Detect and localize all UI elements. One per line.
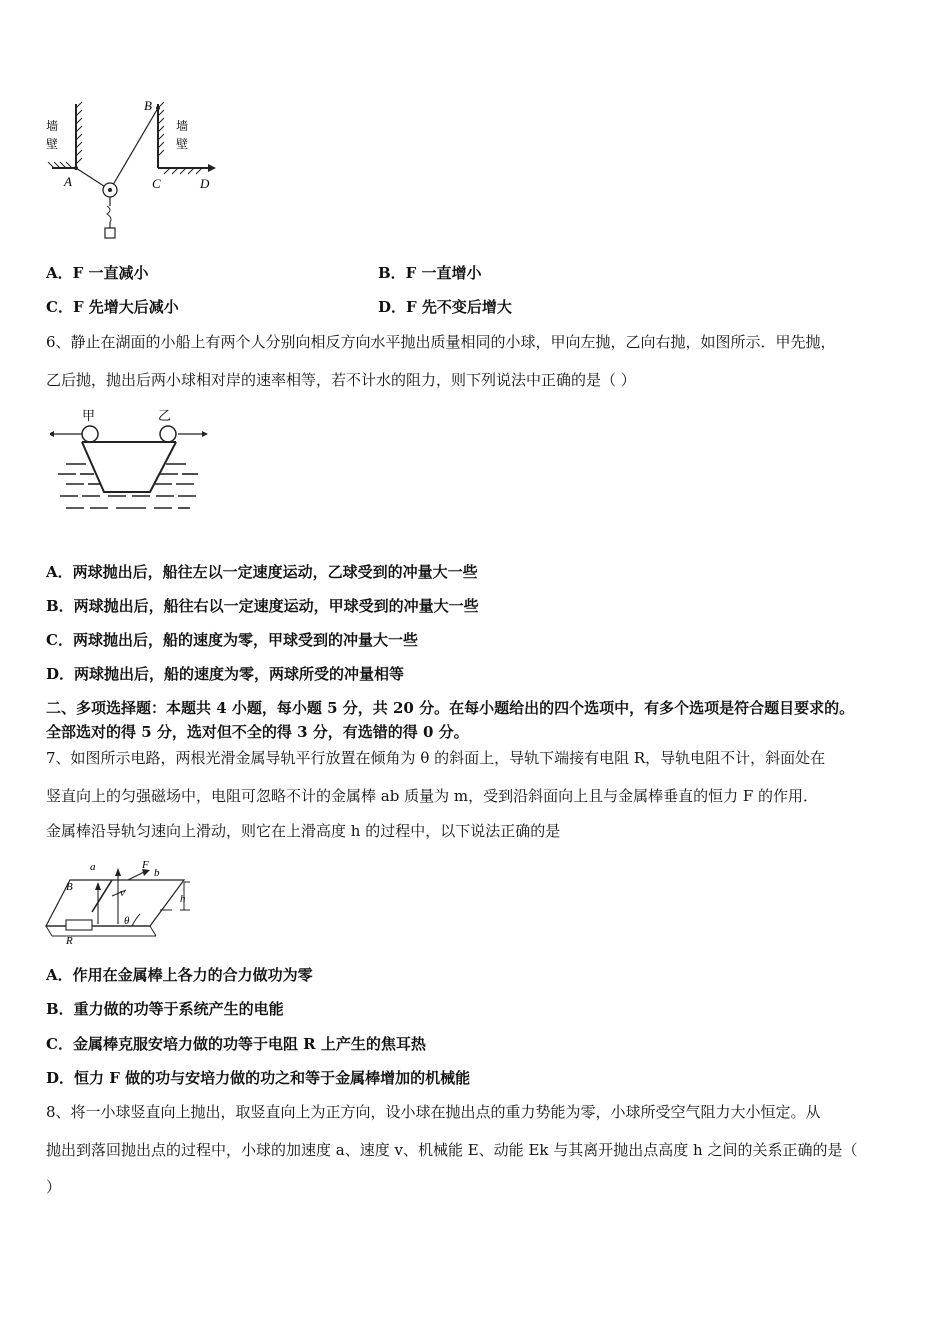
q8-text-line1: 8、将一小球竖直向上抛出，取竖直向上为正方向，设小球在抛出点的重力势能为零，小球所受空气阻力大小恒定。从 <box>46 1103 821 1121</box>
q5-option-c: C．F 先增大后减小 <box>46 298 179 316</box>
q5-option-d: D．F 先不变后增大 <box>378 298 512 316</box>
q6-text-line1: 6、静止在湖面的小船上有两个人分别向相反方向水平抛出质量相同的小球，甲向左抛，乙向右抛，如图所示．甲先抛， <box>46 333 836 351</box>
fig1-wall-left-1: 墙 <box>46 119 59 133</box>
q8-text-line2: 抛出到落回抛出点的过程中，小球的加速度 a、速度 v、机械能 E、动能 Ek 与其离开抛出点高度 h 之间的关系正确的是（ <box>46 1141 858 1159</box>
fig7-label-B: B <box>66 881 73 893</box>
fig7-label-h: h <box>180 893 186 905</box>
fig1-wall-right-2: 壁 <box>176 137 189 151</box>
q7-text-line1: 7、如图所示电路，两根光滑金属导轨平行放置在倾角为 θ 的斜面上，导轨下端接有电阻 R，导轨电阻不计，斜面处在 <box>46 749 826 767</box>
q7-option-b: B．重力做的功等于系统产生的电能 <box>46 1000 284 1018</box>
fig1-label-B: B <box>144 98 152 113</box>
q8-text-line3: ） <box>46 1178 62 1196</box>
fig1-label-D: D <box>200 176 210 191</box>
fig6-label-yi: 乙 <box>158 408 172 423</box>
fig1-label-C: C <box>152 176 161 191</box>
figure-incline-circuit <box>40 852 210 947</box>
fig6-label-jia: 甲 <box>82 408 96 423</box>
figure-boat <box>50 402 210 520</box>
fig1-wall-left-2: 壁 <box>46 137 59 151</box>
q6-option-a: A．两球抛出后，船往左以一定速度运动，乙球受到的冲量大一些 <box>46 563 478 581</box>
q7-text-line2: 竖直向上的匀强磁场中，电阻可忽略不计的金属棒 ab 质量为 m，受到沿斜面向上且与金属棒垂直的恒力 F 的作用． <box>46 787 819 805</box>
q7-option-d: D．恒力 F 做的功与安培力做的功之和等于金属棒增加的机械能 <box>46 1069 471 1087</box>
q5-option-b: B．F 一直增小 <box>378 264 482 282</box>
q7-text-line3: 金属棒沿导轨匀速向上滑动，则它在上滑高度 h 的过程中，以下说法正确的是 <box>46 822 561 840</box>
fig1-label-A: A <box>64 174 72 189</box>
q7-option-c: C．金属棒克服安培力做的功等于电阻 R 上产生的焦耳热 <box>46 1035 426 1053</box>
q7-option-a: A．作用在金属棒上各力的合力做功为零 <box>46 966 313 984</box>
fig7-label-F: F <box>142 859 149 871</box>
figure-walls-pulley <box>40 98 220 248</box>
q6-text-line2: 乙后抛，抛出后两小球相对岸的速率相等，若不计水的阻力，则下列说法中正确的是（ ） <box>46 371 636 389</box>
fig7-label-b: b <box>154 867 160 879</box>
section2-line1: 二、多项选择题：本题共 4 小题，每小题 5 分，共 20 分。在每小题给出的四个选项中，有多个选项是符合题目要求的。 <box>46 699 855 717</box>
fig7-label-R: R <box>66 935 73 947</box>
fig7-label-theta: θ <box>124 915 130 927</box>
q6-option-b: B．两球抛出后，船往右以一定速度运动，甲球受到的冲量大一些 <box>46 597 479 615</box>
q6-option-c: C．两球抛出后，船的速度为零，甲球受到的冲量大一些 <box>46 631 418 649</box>
section2-line2: 全部选对的得 5 分，选对但不全的得 3 分，有选错的得 0 分。 <box>46 723 469 741</box>
q6-option-d: D．两球抛出后，船的速度为零，两球所受的冲量相等 <box>46 665 405 683</box>
fig1-wall-right-1: 墙 <box>176 119 189 133</box>
q5-option-a: A．F 一直减小 <box>46 264 149 282</box>
fig7-label-a: a <box>90 861 96 873</box>
fig7-label-v: v <box>120 887 125 899</box>
